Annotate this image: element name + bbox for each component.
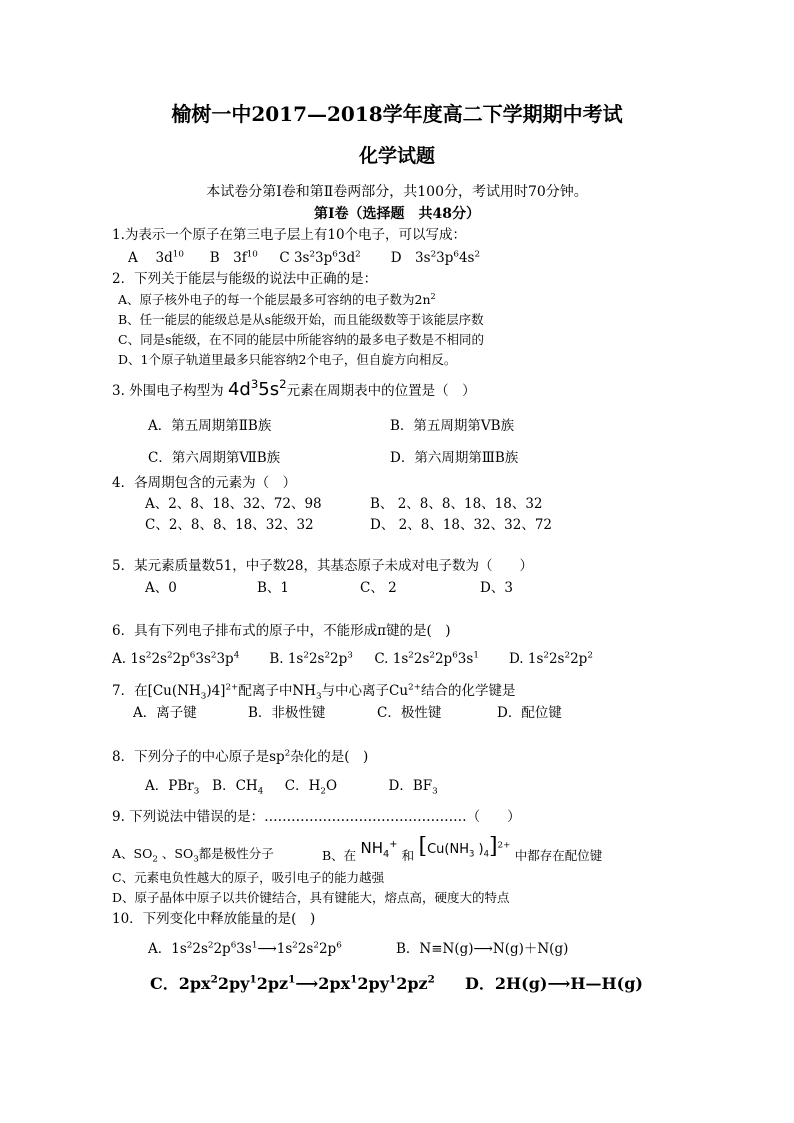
question-9-stem: 9. 下列说法中错误的是：………………………………………（ ） [112,809,521,825]
question-8-stem: 8．下列分子的中心原子是$sp^2$杂化的是( ) [112,748,369,765]
q10-option-d: D．2H(g)⟶H—H(g) [465,974,643,993]
q3-option-b: B．第五周期第ⅤB族 [390,418,515,434]
question-5-stem: 5．某元素质量数51，中子数28，其基态原子未成对电子数为（ ） [112,558,533,574]
question-6-options [112,650,593,668]
q2-option-a: A、原子核外电子的每一个能层最多可容纳的电子数为$2n^2$ [118,290,436,307]
q5-option-a: A、0 [145,580,177,596]
q1-option-c: C $3s^23p^63d^2$ [279,249,361,266]
subject-title: 化学试题 [358,145,435,167]
section-heading: 第Ⅰ卷（选择题 共48分） [313,206,481,222]
q7-option-b: B．非极性键 [248,705,326,721]
question-2-stem: 2．下列关于能层与能级的说法中正确的是： [112,271,378,287]
q5-option-d: D、3 [480,580,513,596]
q5-option-c: C、 2 [360,580,397,596]
q6-option-c: C. $1s^22s^22p^63s^1$ [374,650,479,667]
q10-option-a: A．$1s^22s^22p^63s^1⟶1s^22s^22p^6$ [148,940,342,957]
q3-option-c: C．第六周期第ⅦB族 [148,450,281,466]
q4-option-d: D、 2、8、18、32、32、72 [370,517,553,533]
q9-option-a: A、$SO_2$ 、$SO_3$都是极性分子 [112,846,274,865]
q8-option-d: D．$BF_3$ [388,778,438,797]
q9-option-c: C、元素电负性越大的原子，吸引电子的能力越强 [112,870,385,885]
q1-option-a: A $3d^{10}$ [128,249,184,266]
page-title: 榆树一中2017—2018学年度高二下学期期中考试 [171,102,623,126]
q4-option-a: A、2、8、18、32、72、98 [145,496,322,512]
q3-option-d: D．第六周期第ⅢB族 [390,450,519,466]
question-1-options [128,249,480,267]
q7-option-c: C．极性键 [377,705,442,721]
q8-option-b: B．$CH_4$ [212,778,264,797]
q6-option-b: B. $1s^22s^22p^3$ [269,650,353,667]
q4-option-c: C、2、8、8、18、32、32 [145,517,314,533]
q2-option-d: D、1个原子轨道里最多只能容纳2个电子，但自旋方向相反。 [118,352,457,367]
q8-option-a: A．PBr$_3$ [145,778,200,797]
q5-option-b: B、1 [257,580,290,596]
q9-option-d: D、原子晶体中原子以共价键结合，具有键能大，熔点高，硬度大的特点 [112,890,510,905]
question-10-stem: 10．下列变化中释放能量的是( ) [112,911,316,927]
q4-option-b: B、 2、8、8、18、18、32 [370,496,543,512]
q2-option-b: B、任一能层的能级总是从s能级开始，而且能级数等于该能层序数 [118,312,484,327]
question-7-stem: 7．在$[Cu(NH_3)4]^{2+}$配离子中$NH_3$与中心离子$Cu^{2+}$结合的化学键是 [112,682,516,702]
intro-text: 本试卷分第Ⅰ卷和第Ⅱ卷两部分，共100分，考试用时70分钟。 [206,184,588,200]
question-1-stem: 1.为表示一个原子在第三电子层上有10个电子，可以写成： [112,227,467,243]
q1-option-b: B $3f^{10}$ [209,249,258,266]
question-8-options [145,777,438,795]
q2-option-c: C、同是s能级，在不同的能层中所能容纳的最多电子数是不相同的 [118,332,484,347]
q8-option-c: C．$H_2O$ [284,778,338,797]
q10-option-c: C．$2px^22py^12pz^1⟶2px^12py^12pz^2$ [150,973,435,993]
question-6-stem: 6．具有下列电子排布式的原子中，不能形成π键的是( ) [112,623,451,639]
q10-option-b: B．N≡N(g)⟶N(g)＋N(g) [396,941,569,957]
q7-option-d: D．配位键 [497,705,562,721]
q6-option-a: A. $1s^22s^22p^63s^23p^4$ [112,650,240,667]
q7-option-a: A．离子键 [133,705,197,721]
q3-option-a: A．第五周期第ⅡB族 [148,418,272,434]
q6-option-d: D. $1s^22s^22p^2$ [508,650,593,667]
q1-option-d: D $3s^23p^64s^2$ [390,249,481,266]
question-4-stem: 4．各周期包含的元素为（ ） [112,475,297,491]
q9-option-b: B、在 $NH_4^+$ 和 [$Cu(NH_3$ )$_4]^{2+}$ 中都存在配位键 [322,834,603,863]
question-3-stem: 3. 外围电子构型为 $4d^35s^2$元素在周期表中的位置是（ ） [112,377,476,400]
